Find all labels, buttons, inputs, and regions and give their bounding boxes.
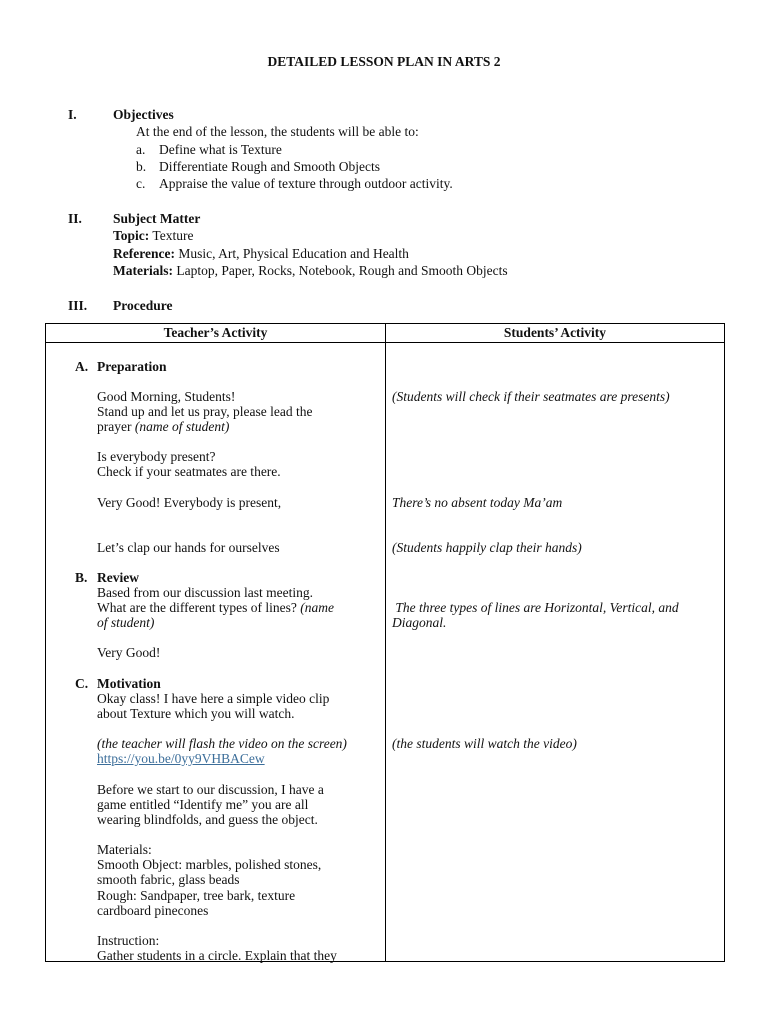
preparation-heading: Preparation xyxy=(97,359,167,374)
video-link[interactable]: https://you.be/0yy9VHBACew xyxy=(97,751,265,766)
objectives-heading: Objectives xyxy=(113,107,174,122)
name-placeholder: (name xyxy=(300,600,335,615)
objective-item xyxy=(113,158,728,175)
materials-label: Materials: xyxy=(113,262,173,278)
students-activity-header: Students’ Activity xyxy=(503,325,607,340)
teacher-text: prayer xyxy=(97,419,135,434)
teacher-line: (the teacher will flash the video on the screen) xyxy=(97,736,347,751)
procedure-table xyxy=(45,323,725,962)
list-marker: a. xyxy=(136,141,146,157)
reference-line xyxy=(113,245,728,262)
step-marker: A. xyxy=(75,359,89,374)
objectives-intro: At the end of the lesson, the students will be able to: xyxy=(136,124,419,140)
procedure-number: III. xyxy=(68,298,88,313)
teacher-line: Let’s clap our hands for ourselves xyxy=(97,540,280,555)
student-response: (Students will check if their seatmates are presents) xyxy=(392,389,670,404)
teacher-line: Check if your seatmates are there. xyxy=(97,464,281,479)
subject-matter-number: II. xyxy=(68,211,82,226)
step-marker: B. xyxy=(75,570,88,585)
teacher-line xyxy=(97,600,382,615)
list-marker: b. xyxy=(136,158,147,174)
teacher-line: Is everybody present? xyxy=(97,449,216,464)
header-rule xyxy=(46,342,724,343)
procedure-heading: Procedure xyxy=(113,298,173,313)
teacher-line: Before we start to our discussion, I have a xyxy=(97,782,324,797)
teacher-line: cardboard pinecones xyxy=(97,903,209,918)
teacher-line: Very Good! xyxy=(97,645,161,660)
name-placeholder: of student) xyxy=(97,615,155,630)
objective-text: Differentiate Rough and Smooth Objects xyxy=(159,158,380,174)
objective-text: Appraise the value of texture through outdoor activity. xyxy=(159,176,453,192)
topic-line xyxy=(113,227,728,244)
student-response: (Students happily clap their hands) xyxy=(392,540,582,555)
teacher-line: Okay class! I have here a simple video clip xyxy=(97,691,330,706)
materials-line xyxy=(113,262,728,279)
motivation-heading: Motivation xyxy=(97,676,161,691)
document-title: DETAILED LESSON PLAN IN ARTS 2 xyxy=(267,54,501,69)
teacher-text: What are the different types of lines? xyxy=(97,600,301,615)
teacher-activity-header: Teacher’s Activity xyxy=(163,325,268,340)
objective-text: Define what is Texture xyxy=(159,141,282,157)
teacher-line: Rough: Sandpaper, tree bark, texture xyxy=(97,888,296,903)
teacher-line: Gather students in a circle. Explain that they xyxy=(97,948,337,963)
teacher-line: wearing blindfolds, and guess the object. xyxy=(97,812,318,827)
objective-item xyxy=(113,141,728,158)
teacher-line: Smooth Object: marbles, polished stones, xyxy=(97,857,322,872)
student-response: (the students will watch the video) xyxy=(392,736,577,751)
teacher-line: Stand up and let us pray, please lead the xyxy=(97,404,313,419)
materials-value: Laptop, Paper, Rocks, Notebook, Rough and Smooth Objects xyxy=(176,262,508,278)
teacher-line: Based from our discussion last meeting. xyxy=(97,585,313,600)
topic-value: Texture xyxy=(152,228,194,244)
teacher-line: Good Morning, Students! xyxy=(97,389,236,404)
topic-label: Topic: xyxy=(113,228,150,244)
objective-item xyxy=(113,175,728,192)
subject-matter-heading: Subject Matter xyxy=(113,211,201,226)
objectives-number: I. xyxy=(68,107,77,122)
teacher-line: about Texture which you will watch. xyxy=(97,706,295,721)
reference-label: Reference: xyxy=(113,245,175,261)
teacher-line: Very Good! Everybody is present, xyxy=(97,495,282,510)
step-marker: C. xyxy=(75,676,89,691)
reference-value: Music, Art, Physical Education and Health xyxy=(178,245,409,261)
teacher-line: Materials: xyxy=(97,842,152,857)
teacher-line: Instruction: xyxy=(97,933,160,948)
student-response: There’s no absent today Ma’am xyxy=(392,495,563,510)
teacher-line: game entitled “Identify me” you are all xyxy=(97,797,309,812)
teacher-line: smooth fabric, glass beads xyxy=(97,872,240,887)
review-heading: Review xyxy=(97,570,139,585)
name-placeholder: (name of student) xyxy=(134,419,230,434)
list-marker: c. xyxy=(136,176,146,192)
column-divider xyxy=(385,324,386,961)
teacher-line xyxy=(97,419,382,434)
video-link-row xyxy=(97,751,382,766)
student-response: Diagonal. xyxy=(392,615,447,630)
student-response: The three types of lines are Horizontal, Vertical, and xyxy=(392,600,679,615)
